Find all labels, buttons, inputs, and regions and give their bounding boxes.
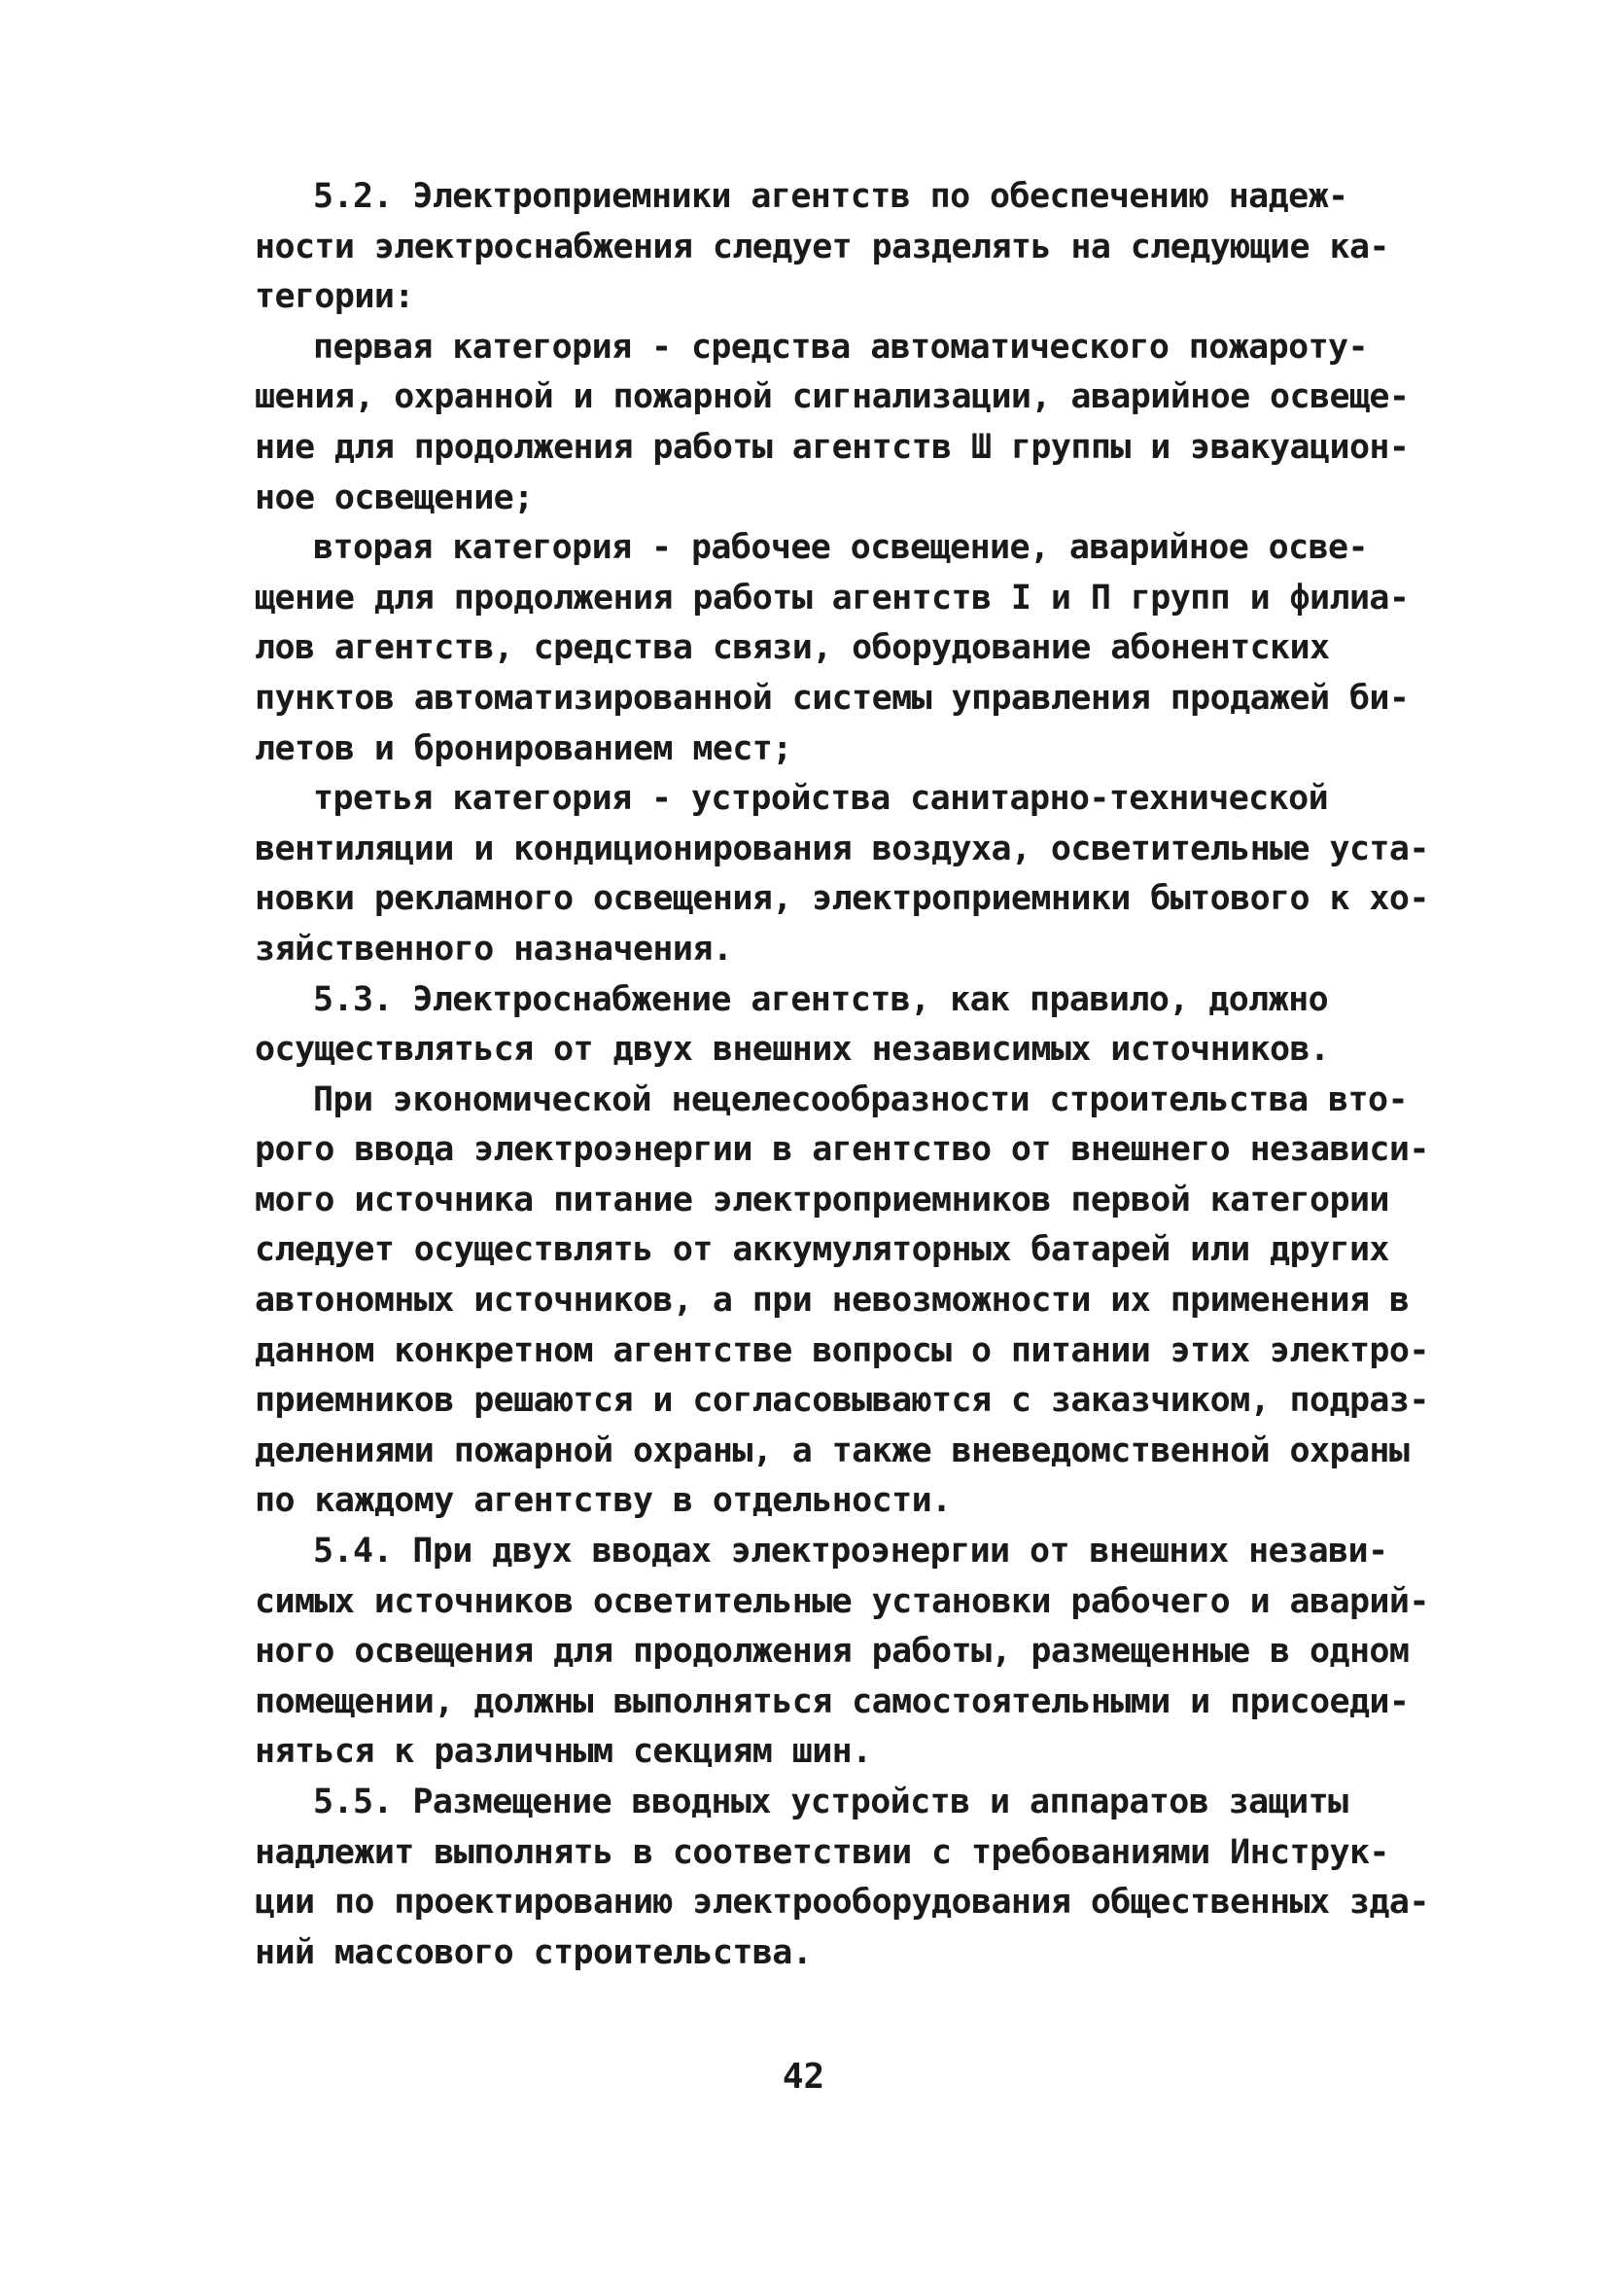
- text-line: следует осуществлять от аккумуляторных батарей или других: [255, 1230, 1389, 1270]
- text-line: ний массового строительства.: [255, 1932, 813, 1972]
- text-line: ности электроснабжения следует разделять на следующие ка-: [255, 227, 1389, 266]
- text-line: осуществляться от двух внешних независимых источников.: [255, 1030, 1330, 1070]
- text-line: симых источников осветительные установки рабочего и аварий-: [255, 1581, 1429, 1621]
- text-line: третья категория - устройства санитарно-технической: [313, 779, 1329, 819]
- text-line: помещении, должны выполняться самостоятельными и присоеди-: [255, 1681, 1410, 1721]
- page-number: 42: [782, 2057, 825, 2097]
- text-line: данном конкретном агентстве вопросы о питании этих электро-: [255, 1330, 1429, 1370]
- text-line: 5.5. Размещение вводных устройств и аппаратов защиты: [313, 1783, 1348, 1821]
- body-text: [255, 172, 1429, 1978]
- text-line: по каждому агентству в отдельности.: [255, 1481, 952, 1521]
- text-line: новки рекламного освещения, электроприемники бытового к хо-: [255, 879, 1429, 919]
- text-line: тегории:: [255, 277, 414, 317]
- text-line: вентиляции и кондиционирования воздуха, осветительные уста-: [255, 829, 1429, 868]
- text-line: лов агентств, средства связи, оборудование абонентских: [255, 628, 1330, 668]
- text-line: рого ввода электроэнергии в агентство от внешнего независи-: [255, 1130, 1429, 1170]
- text-line: мого источника питание электроприемников первой категории: [255, 1180, 1389, 1219]
- text-line: делениями пожарной охраны, а также вневедомственной охраны: [255, 1431, 1410, 1470]
- text-line: шения, охранной и пожарной сигнализации, аварийное освеще-: [255, 377, 1410, 417]
- text-line: щение для продолжения работы агентств I и П групп и филиа-: [255, 578, 1410, 618]
- text-line: ции по проектированию электрооборудования общественных зда-: [255, 1883, 1429, 1923]
- text-line: автономных источников, а при невозможности их применения в: [255, 1281, 1410, 1321]
- text-line: ное освещение;: [255, 477, 534, 517]
- text-line: няться к различным секциям шин.: [255, 1732, 872, 1772]
- text-line: ние для продолжения работы агентств Ш группы и эвакуацион-: [255, 427, 1410, 467]
- text-line: первая категория - средства автоматического пожароту-: [313, 327, 1369, 367]
- text-line: 5.3. Электроснабжение агентств, как правило, должно: [313, 979, 1329, 1019]
- text-line: При экономической нецелесообразности строительства вто-: [313, 1079, 1408, 1119]
- text-line: 5.4. При двух вводах электроэнергии от внешних незави-: [313, 1532, 1388, 1572]
- text-line: вторая категория - рабочее освещение, аварийное осве-: [313, 528, 1369, 568]
- text-line: ного освещения для продолжения работы, размещенные в одном: [255, 1632, 1410, 1672]
- text-line: надлежит выполнять в соответствии с требованиями Инструк-: [255, 1832, 1389, 1872]
- text-line: пунктов автоматизированной системы управления продажей би-: [255, 678, 1410, 718]
- text-line: летов и бронированием мест;: [255, 728, 792, 768]
- text-line: приемников решаются и согласовываются с заказчиком, подраз-: [255, 1381, 1429, 1421]
- text-line: зяйственного назначения.: [255, 929, 733, 969]
- text-line: 5.2. Электроприемники агентств по обеспечению надеж-: [313, 177, 1348, 216]
